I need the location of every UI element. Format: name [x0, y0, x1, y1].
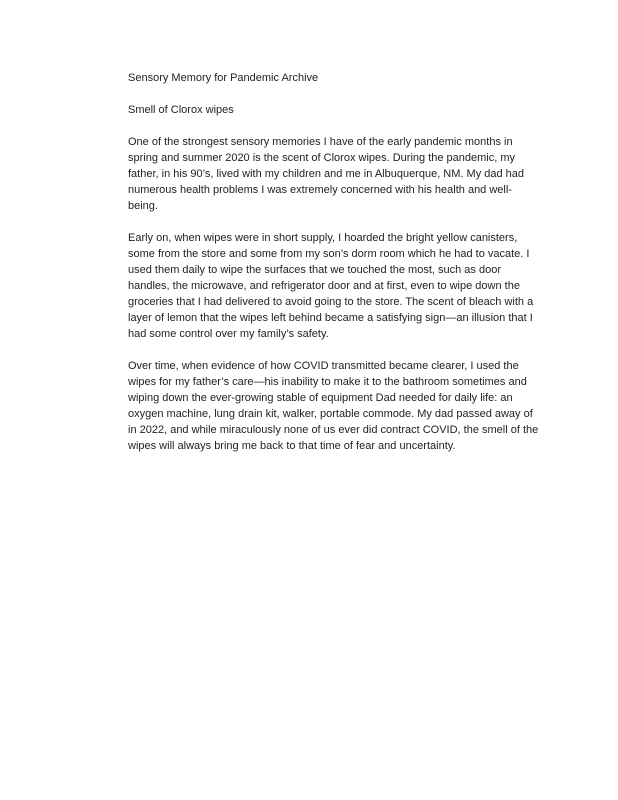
spacer: [128, 342, 518, 358]
paragraph-line: being.: [128, 200, 158, 212]
paragraph-line: numerous health problems I was extremely concerned with his health and well-: [128, 184, 512, 196]
paragraph-line: wiping down the ever-growing stable of equipment Dad needed for daily life: an: [128, 392, 513, 404]
paragraph-line: spring and summer 2020 is the scent of Clorox wipes. During the pandemic, my: [128, 152, 516, 164]
paragraph-line: wipes for my father’s care—his inability to make it to the bathroom sometimes and: [128, 376, 527, 388]
paragraph-line: groceries that I had delivered to avoid going to the store. The scent of bleach with a: [128, 296, 534, 308]
document-title: Sensory Memory for Pandemic Archive: [128, 72, 319, 84]
paragraph-line: One of the strongest sensory memories I have of the early pandemic months in: [128, 136, 513, 148]
spacer: [128, 214, 518, 230]
document-subtitle: Smell of Clorox wipes: [128, 104, 234, 116]
paragraph-line: in 2022, and while miraculously none of us ever did contract COVID, the smell of the: [128, 424, 539, 436]
paragraph-line: handles, the microwave, and refrigerator door and at first, even to wipe down the: [128, 280, 520, 292]
paragraph-line: oxygen machine, lung drain kit, walker, portable commode. My dad passed away of: [128, 408, 533, 420]
paragraph-line: wipes will always bring me back to that time of fear and uncertainty.: [128, 440, 456, 452]
paragraph-line: Over time, when evidence of how COVID transmitted became clearer, I used the: [128, 360, 519, 372]
paragraph-line: used them daily to wipe the surfaces that we touched the most, such as door: [128, 264, 501, 276]
paragraph-3: [128, 358, 539, 454]
paragraph-line: father, in his 90’s, lived with my children and me in Albuquerque, NM. My dad had: [128, 168, 525, 180]
paragraph-line: had some control over my family’s safety.: [128, 328, 329, 340]
paragraph-line: layer of lemon that the wipes left behind became a satisfying sign—an illusion that I: [128, 312, 533, 324]
spacer: [128, 86, 518, 102]
paragraph-line: some from the store and some from my son’s dorm room which he had to vacate. I: [128, 248, 530, 260]
paragraph-1: [128, 134, 525, 214]
paragraph-2: [128, 230, 534, 342]
document-body: [128, 70, 539, 454]
spacer: [128, 118, 518, 134]
paragraph-line: Early on, when wipes were in short supply, I hoarded the bright yellow canisters,: [128, 232, 518, 244]
